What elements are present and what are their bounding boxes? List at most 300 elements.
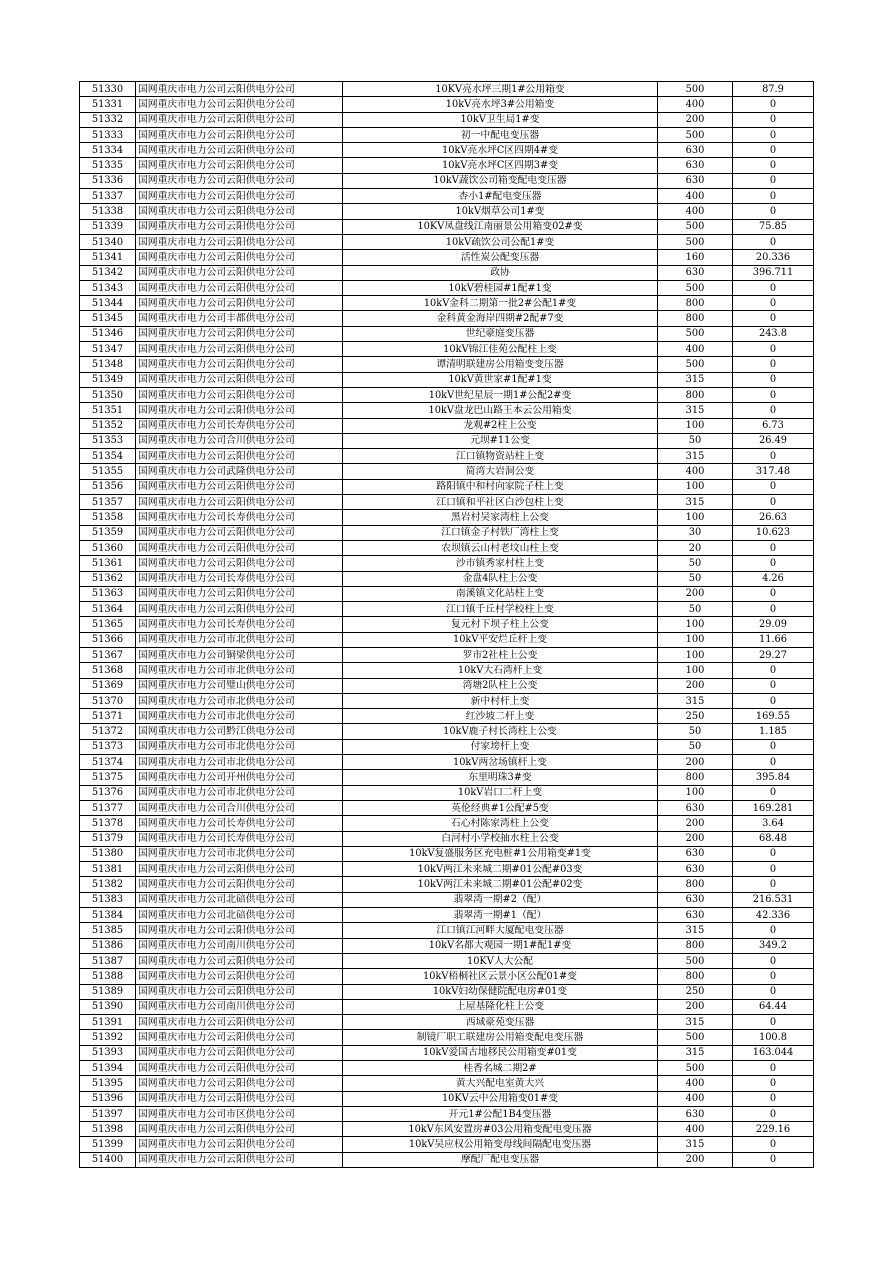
row-id-cell: 51363 (80, 586, 136, 601)
row-id-cell: 51400 (80, 1152, 136, 1167)
capacity-cell: 500 (658, 82, 733, 97)
company-cell: 国网重庆市电力公司璧山供电分公司 (136, 678, 343, 693)
capacity-cell: 200 (658, 999, 733, 1014)
station-name-cell: 金科黄金海岸四期#2配#7变 (343, 311, 658, 326)
table-row (80, 923, 814, 938)
table-row (80, 1137, 814, 1152)
capacity-cell: 800 (658, 296, 733, 311)
table-row (80, 647, 814, 662)
company-cell: 国网重庆市电力公司云阳供电分公司 (136, 342, 343, 357)
row-id-cell: 51366 (80, 632, 136, 647)
company-cell: 国网重庆市电力公司合川供电分公司 (136, 800, 343, 815)
value-cell: 0 (733, 143, 814, 158)
company-cell: 国网重庆市电力公司市北供电分公司 (136, 846, 343, 861)
row-id-cell: 51360 (80, 540, 136, 555)
capacity-cell: 315 (658, 372, 733, 387)
value-cell: 317.48 (733, 464, 814, 479)
capacity-cell: 315 (658, 449, 733, 464)
row-id-cell: 51392 (80, 1030, 136, 1045)
row-id-cell: 51358 (80, 510, 136, 525)
row-id-cell: 51336 (80, 173, 136, 188)
company-cell: 国网重庆市电力公司云阳供电分公司 (136, 495, 343, 510)
capacity-cell: 630 (658, 1106, 733, 1121)
station-name-cell: 初一中配电变压器 (343, 127, 658, 142)
capacity-cell: 630 (658, 158, 733, 173)
company-cell: 国网重庆市电力公司云阳供电分公司 (136, 1045, 343, 1060)
value-cell: 87.9 (733, 82, 814, 97)
row-id-cell: 51333 (80, 127, 136, 142)
station-name-cell: 10kV亮水坪3#公用箱变 (343, 97, 658, 112)
company-cell: 国网重庆市电力公司黔江供电分公司 (136, 724, 343, 739)
table-row (80, 586, 814, 601)
company-cell: 国网重庆市电力公司北碚供电分公司 (136, 908, 343, 923)
company-cell: 国网重庆市电力公司长寿供电分公司 (136, 510, 343, 525)
table-row (80, 556, 814, 571)
capacity-cell: 630 (658, 143, 733, 158)
station-name-cell: 复元村下坝子柱上公变 (343, 617, 658, 632)
company-cell: 国网重庆市电力公司云阳供电分公司 (136, 1015, 343, 1030)
row-id-cell: 51388 (80, 969, 136, 984)
company-cell: 国网重庆市电力公司云阳供电分公司 (136, 250, 343, 265)
company-cell: 国网重庆市电力公司南川供电分公司 (136, 938, 343, 953)
capacity-cell: 100 (658, 785, 733, 800)
value-cell: 0 (733, 189, 814, 204)
row-id-cell: 51330 (80, 82, 136, 97)
row-id-cell: 51398 (80, 1122, 136, 1137)
value-cell: 0 (733, 663, 814, 678)
station-name-cell: 沙市镇秀家村柱上变 (343, 556, 658, 571)
station-name-cell: 10kV吴应权公用箱变母线间隔配电变压器 (343, 1137, 658, 1152)
capacity-cell: 200 (658, 586, 733, 601)
value-cell: 0 (733, 127, 814, 142)
capacity-cell: 315 (658, 1045, 733, 1060)
value-cell: 243.8 (733, 326, 814, 341)
table-row (80, 877, 814, 892)
table-row (80, 204, 814, 219)
table-row (80, 816, 814, 831)
value-cell: 26.63 (733, 510, 814, 525)
row-id-cell: 51337 (80, 189, 136, 204)
value-cell: 68.48 (733, 831, 814, 846)
table-row (80, 1045, 814, 1060)
table-row (80, 800, 814, 815)
table-row (80, 112, 814, 127)
row-id-cell: 51342 (80, 265, 136, 280)
capacity-cell: 315 (658, 1015, 733, 1030)
table-row (80, 602, 814, 617)
value-cell: 64.44 (733, 999, 814, 1014)
station-name-cell: 10kV东风安置房#03公用箱变配电变压器 (343, 1122, 658, 1137)
capacity-cell: 100 (658, 479, 733, 494)
station-name-cell: 10kV亮水坪C区四期3#变 (343, 158, 658, 173)
capacity-cell: 800 (658, 770, 733, 785)
company-cell: 国网重庆市电力公司云阳供电分公司 (136, 357, 343, 372)
row-id-cell: 51378 (80, 816, 136, 831)
row-id-cell: 51339 (80, 219, 136, 234)
value-cell: 20.336 (733, 250, 814, 265)
row-id-cell: 51359 (80, 525, 136, 540)
capacity-cell: 20 (658, 540, 733, 555)
station-name-cell: 10kV两江未来城二期#01公配#03变 (343, 862, 658, 877)
capacity-cell: 630 (658, 800, 733, 815)
value-cell: 0 (733, 97, 814, 112)
value-cell: 0 (733, 403, 814, 418)
value-cell: 0 (733, 877, 814, 892)
row-id-cell: 51338 (80, 204, 136, 219)
company-cell: 国网重庆市电力公司云阳供电分公司 (136, 1152, 343, 1167)
company-cell: 国网重庆市电力公司合川供电分公司 (136, 433, 343, 448)
row-id-cell: 51357 (80, 495, 136, 510)
table-row (80, 250, 814, 265)
table-row (80, 143, 814, 158)
table-row (80, 571, 814, 586)
capacity-cell: 315 (658, 923, 733, 938)
value-cell: 0 (733, 204, 814, 219)
table-row (80, 1061, 814, 1076)
company-cell: 国网重庆市电力公司云阳供电分公司 (136, 265, 343, 280)
value-cell: 0 (733, 495, 814, 510)
row-id-cell: 51368 (80, 663, 136, 678)
value-cell: 75.85 (733, 219, 814, 234)
capacity-cell: 500 (658, 127, 733, 142)
table-row (80, 862, 814, 877)
capacity-cell: 200 (658, 1152, 733, 1167)
capacity-cell: 50 (658, 602, 733, 617)
row-id-cell: 51395 (80, 1076, 136, 1091)
row-id-cell: 51382 (80, 877, 136, 892)
capacity-cell: 200 (658, 831, 733, 846)
value-cell: 0 (733, 1015, 814, 1030)
table-row (80, 617, 814, 632)
company-cell: 国网重庆市电力公司长寿供电分公司 (136, 418, 343, 433)
station-name-cell: 江口镇千丘村学校柱上变 (343, 602, 658, 617)
station-name-cell: 10kV黄世家#1配#1变 (343, 372, 658, 387)
row-id-cell: 51335 (80, 158, 136, 173)
value-cell: 0 (733, 540, 814, 555)
company-cell: 国网重庆市电力公司云阳供电分公司 (136, 923, 343, 938)
station-name-cell: 10KV人大公配 (343, 953, 658, 968)
table-body (80, 82, 814, 1168)
row-id-cell: 51373 (80, 739, 136, 754)
capacity-cell: 50 (658, 556, 733, 571)
table-row (80, 387, 814, 402)
value-cell: 349.2 (733, 938, 814, 953)
value-cell: 0 (733, 785, 814, 800)
capacity-cell: 315 (658, 693, 733, 708)
table-row (80, 892, 814, 907)
station-name-cell: 10KV亮水坪三期1#公用箱变 (343, 82, 658, 97)
company-cell: 国网重庆市电力公司云阳供电分公司 (136, 953, 343, 968)
company-cell: 国网重庆市电力公司武隆供电分公司 (136, 464, 343, 479)
company-cell: 国网重庆市电力公司云阳供电分公司 (136, 82, 343, 97)
station-name-cell: 江口镇物资站柱上变 (343, 449, 658, 464)
table-row (80, 938, 814, 953)
station-name-cell: 桂香名城二期2# (343, 1061, 658, 1076)
row-id-cell: 51332 (80, 112, 136, 127)
station-name-cell: 10kV岩口二杆上变 (343, 785, 658, 800)
company-cell: 国网重庆市电力公司市北供电分公司 (136, 785, 343, 800)
station-name-cell: 农坝镇云山村老坟山柱上变 (343, 540, 658, 555)
table-row (80, 709, 814, 724)
station-name-cell: 白河村小学校抽水柱上公变 (343, 831, 658, 846)
station-name-cell: 10kV亮水坪C区四期4#变 (343, 143, 658, 158)
row-id-cell: 51352 (80, 418, 136, 433)
value-cell: 0 (733, 678, 814, 693)
station-name-cell: 路阳镇中和村向家院子柱上变 (343, 479, 658, 494)
row-id-cell: 51383 (80, 892, 136, 907)
capacity-cell: 50 (658, 571, 733, 586)
value-cell: 0 (733, 862, 814, 877)
capacity-cell: 100 (658, 632, 733, 647)
station-name-cell: 10kV盘龙巴山路王本云公用箱变 (343, 403, 658, 418)
row-id-cell: 51369 (80, 678, 136, 693)
value-cell: 0 (733, 372, 814, 387)
company-cell: 国网重庆市电力公司长寿供电分公司 (136, 617, 343, 632)
table-row (80, 82, 814, 97)
capacity-cell: 200 (658, 678, 733, 693)
company-cell: 国网重庆市电力公司云阳供电分公司 (136, 219, 343, 234)
value-cell: 0 (733, 479, 814, 494)
value-cell: 0 (733, 1106, 814, 1121)
table-row (80, 984, 814, 999)
value-cell: 0 (733, 953, 814, 968)
row-id-cell: 51370 (80, 693, 136, 708)
value-cell: 0 (733, 387, 814, 402)
station-name-cell: 10KV云中公用箱变01#变 (343, 1091, 658, 1106)
station-name-cell: 新中村杆上变 (343, 693, 658, 708)
station-name-cell: 世纪豪庭变压器 (343, 326, 658, 341)
row-id-cell: 51356 (80, 479, 136, 494)
row-id-cell: 51365 (80, 617, 136, 632)
value-cell: 169.55 (733, 709, 814, 724)
table-row (80, 158, 814, 173)
table-row (80, 632, 814, 647)
company-cell: 国网重庆市电力公司云阳供电分公司 (136, 1030, 343, 1045)
table-row (80, 403, 814, 418)
row-id-cell: 51381 (80, 862, 136, 877)
row-id-cell: 51354 (80, 449, 136, 464)
row-id-cell: 51399 (80, 1137, 136, 1152)
value-cell: 216.531 (733, 892, 814, 907)
station-name-cell: 开元1#公配1B4变压器 (343, 1106, 658, 1121)
table-row (80, 265, 814, 280)
row-id-cell: 51391 (80, 1015, 136, 1030)
row-id-cell: 51389 (80, 984, 136, 999)
row-id-cell: 51340 (80, 234, 136, 249)
capacity-cell: 200 (658, 112, 733, 127)
value-cell: 163.044 (733, 1045, 814, 1060)
row-id-cell: 51341 (80, 250, 136, 265)
company-cell: 国网重庆市电力公司云阳供电分公司 (136, 984, 343, 999)
value-cell: 29.27 (733, 647, 814, 662)
station-name-cell: 东里明珠3#变 (343, 770, 658, 785)
row-id-cell: 51375 (80, 770, 136, 785)
company-cell: 国网重庆市电力公司云阳供电分公司 (136, 479, 343, 494)
capacity-cell: 400 (658, 464, 733, 479)
value-cell: 29.09 (733, 617, 814, 632)
row-id-cell: 51349 (80, 372, 136, 387)
table-row (80, 510, 814, 525)
table-row (80, 296, 814, 311)
table-row (80, 663, 814, 678)
station-name-cell: 简湾大岩洞公变 (343, 464, 658, 479)
value-cell: 169.281 (733, 800, 814, 815)
row-id-cell: 51397 (80, 1106, 136, 1121)
company-cell: 国网重庆市电力公司市北供电分公司 (136, 755, 343, 770)
table-row (80, 525, 814, 540)
value-cell: 0 (733, 969, 814, 984)
row-id-cell: 51331 (80, 97, 136, 112)
value-cell: 1.185 (733, 724, 814, 739)
value-cell: 100.8 (733, 1030, 814, 1045)
capacity-cell: 315 (658, 1137, 733, 1152)
table-row (80, 219, 814, 234)
company-cell: 国网重庆市电力公司云阳供电分公司 (136, 387, 343, 402)
table-row (80, 280, 814, 295)
company-cell: 国网重庆市电力公司云阳供电分公司 (136, 1137, 343, 1152)
value-cell: 229.16 (733, 1122, 814, 1137)
value-cell: 6.73 (733, 418, 814, 433)
station-name-cell: 政协 (343, 265, 658, 280)
station-name-cell: 10kV爱国古地移民公用箱变#01变 (343, 1045, 658, 1060)
station-name-cell: 湾塘2队柱上公变 (343, 678, 658, 693)
value-cell: 0 (733, 296, 814, 311)
table-row (80, 173, 814, 188)
station-name-cell: 10kV复盛服务区充电桩#1公用箱变#1变 (343, 846, 658, 861)
table-row (80, 1076, 814, 1091)
table-row (80, 1122, 814, 1137)
capacity-cell: 630 (658, 173, 733, 188)
table-row (80, 999, 814, 1014)
company-cell: 国网重庆市电力公司云阳供电分公司 (136, 296, 343, 311)
capacity-cell: 800 (658, 969, 733, 984)
row-id-cell: 51387 (80, 953, 136, 968)
row-id-cell: 51376 (80, 785, 136, 800)
station-name-cell: 10kV锦江佳苑公配柱上变 (343, 342, 658, 357)
row-id-cell: 51334 (80, 143, 136, 158)
row-id-cell: 51390 (80, 999, 136, 1014)
company-cell: 国网重庆市电力公司市北供电分公司 (136, 632, 343, 647)
value-cell: 0 (733, 602, 814, 617)
capacity-cell: 500 (658, 1061, 733, 1076)
company-cell: 国网重庆市电力公司南川供电分公司 (136, 999, 343, 1014)
value-cell: 0 (733, 556, 814, 571)
capacity-cell: 400 (658, 1076, 733, 1091)
value-cell: 0 (733, 846, 814, 861)
company-cell: 国网重庆市电力公司云阳供电分公司 (136, 586, 343, 601)
company-cell: 国网重庆市电力公司市北供电分公司 (136, 709, 343, 724)
table-row (80, 311, 814, 326)
station-name-cell: 龙观#2柱上公变 (343, 418, 658, 433)
company-cell: 国网重庆市电力公司市区供电分公司 (136, 1106, 343, 1121)
row-id-cell: 51353 (80, 433, 136, 448)
capacity-cell: 400 (658, 342, 733, 357)
station-name-cell: 10kV世纪星辰一期1#公配2#变 (343, 387, 658, 402)
station-name-cell: 10kV鹿子村长湾柱上公变 (343, 724, 658, 739)
row-id-cell: 51394 (80, 1061, 136, 1076)
company-cell: 国网重庆市电力公司云阳供电分公司 (136, 449, 343, 464)
station-name-cell: 江口镇江河畔大厦配电变压器 (343, 923, 658, 938)
row-id-cell: 51348 (80, 357, 136, 372)
table-row (80, 1030, 814, 1045)
company-cell: 国网重庆市电力公司云阳供电分公司 (136, 556, 343, 571)
row-id-cell: 51346 (80, 326, 136, 341)
company-cell: 国网重庆市电力公司云阳供电分公司 (136, 877, 343, 892)
company-cell: 国网重庆市电力公司开州供电分公司 (136, 770, 343, 785)
company-cell: 国网重庆市电力公司云阳供电分公司 (136, 1061, 343, 1076)
capacity-cell: 30 (658, 525, 733, 540)
station-name-cell: 10kV梧桐社区云景小区公配01#变 (343, 969, 658, 984)
row-id-cell: 51385 (80, 923, 136, 938)
station-name-cell: 江口镇金子村铁厂湾柱上变 (343, 525, 658, 540)
value-cell: 0 (733, 1076, 814, 1091)
capacity-cell: 100 (658, 647, 733, 662)
value-cell: 26.49 (733, 433, 814, 448)
station-name-cell: 10KV凤盘线江南丽景公用箱变02#变 (343, 219, 658, 234)
row-id-cell: 51384 (80, 908, 136, 923)
value-cell: 0 (733, 342, 814, 357)
value-cell: 395.84 (733, 770, 814, 785)
capacity-cell: 500 (658, 326, 733, 341)
capacity-cell: 50 (658, 433, 733, 448)
company-cell: 国网重庆市电力公司云阳供电分公司 (136, 189, 343, 204)
table-row (80, 449, 814, 464)
table-row (80, 464, 814, 479)
table-row (80, 739, 814, 754)
value-cell: 0 (733, 234, 814, 249)
value-cell: 396.711 (733, 265, 814, 280)
value-cell: 10.623 (733, 525, 814, 540)
row-id-cell: 51367 (80, 647, 136, 662)
capacity-cell: 200 (658, 755, 733, 770)
station-name-cell: 10kV大石湾杆上变 (343, 663, 658, 678)
station-name-cell: 英伦经典#1公配#5变 (343, 800, 658, 815)
value-cell: 11.66 (733, 632, 814, 647)
station-name-cell: 翡翠湾一期#1（配） (343, 908, 658, 923)
row-id-cell: 51374 (80, 755, 136, 770)
row-id-cell: 51364 (80, 602, 136, 617)
capacity-cell: 500 (658, 357, 733, 372)
value-cell: 0 (733, 739, 814, 754)
capacity-cell: 800 (658, 877, 733, 892)
station-name-cell: 红沙坡二杆上变 (343, 709, 658, 724)
company-cell: 国网重庆市电力公司长寿供电分公司 (136, 816, 343, 831)
value-cell: 0 (733, 1061, 814, 1076)
station-name-cell: 付家塝杆上变 (343, 739, 658, 754)
row-id-cell: 51347 (80, 342, 136, 357)
company-cell: 国网重庆市电力公司市北供电分公司 (136, 739, 343, 754)
station-name-cell: 黄大兴配电室黄大兴 (343, 1076, 658, 1091)
station-name-cell: 制镜厂职工联建房公用箱变配电变压器 (343, 1030, 658, 1045)
value-cell: 0 (733, 923, 814, 938)
company-cell: 国网重庆市电力公司铜梁供电分公司 (136, 647, 343, 662)
company-cell: 国网重庆市电力公司云阳供电分公司 (136, 540, 343, 555)
company-cell: 国网重庆市电力公司云阳供电分公司 (136, 862, 343, 877)
capacity-cell: 400 (658, 1091, 733, 1106)
company-cell: 国网重庆市电力公司云阳供电分公司 (136, 969, 343, 984)
value-cell: 0 (733, 449, 814, 464)
capacity-cell: 315 (658, 403, 733, 418)
company-cell: 国网重庆市电力公司云阳供电分公司 (136, 280, 343, 295)
company-cell: 国网重庆市电力公司云阳供电分公司 (136, 1091, 343, 1106)
capacity-cell: 100 (658, 510, 733, 525)
capacity-cell: 630 (658, 862, 733, 877)
table-row (80, 678, 814, 693)
table-row (80, 1152, 814, 1167)
company-cell: 国网重庆市电力公司云阳供电分公司 (136, 158, 343, 173)
capacity-cell: 500 (658, 280, 733, 295)
table-row (80, 234, 814, 249)
